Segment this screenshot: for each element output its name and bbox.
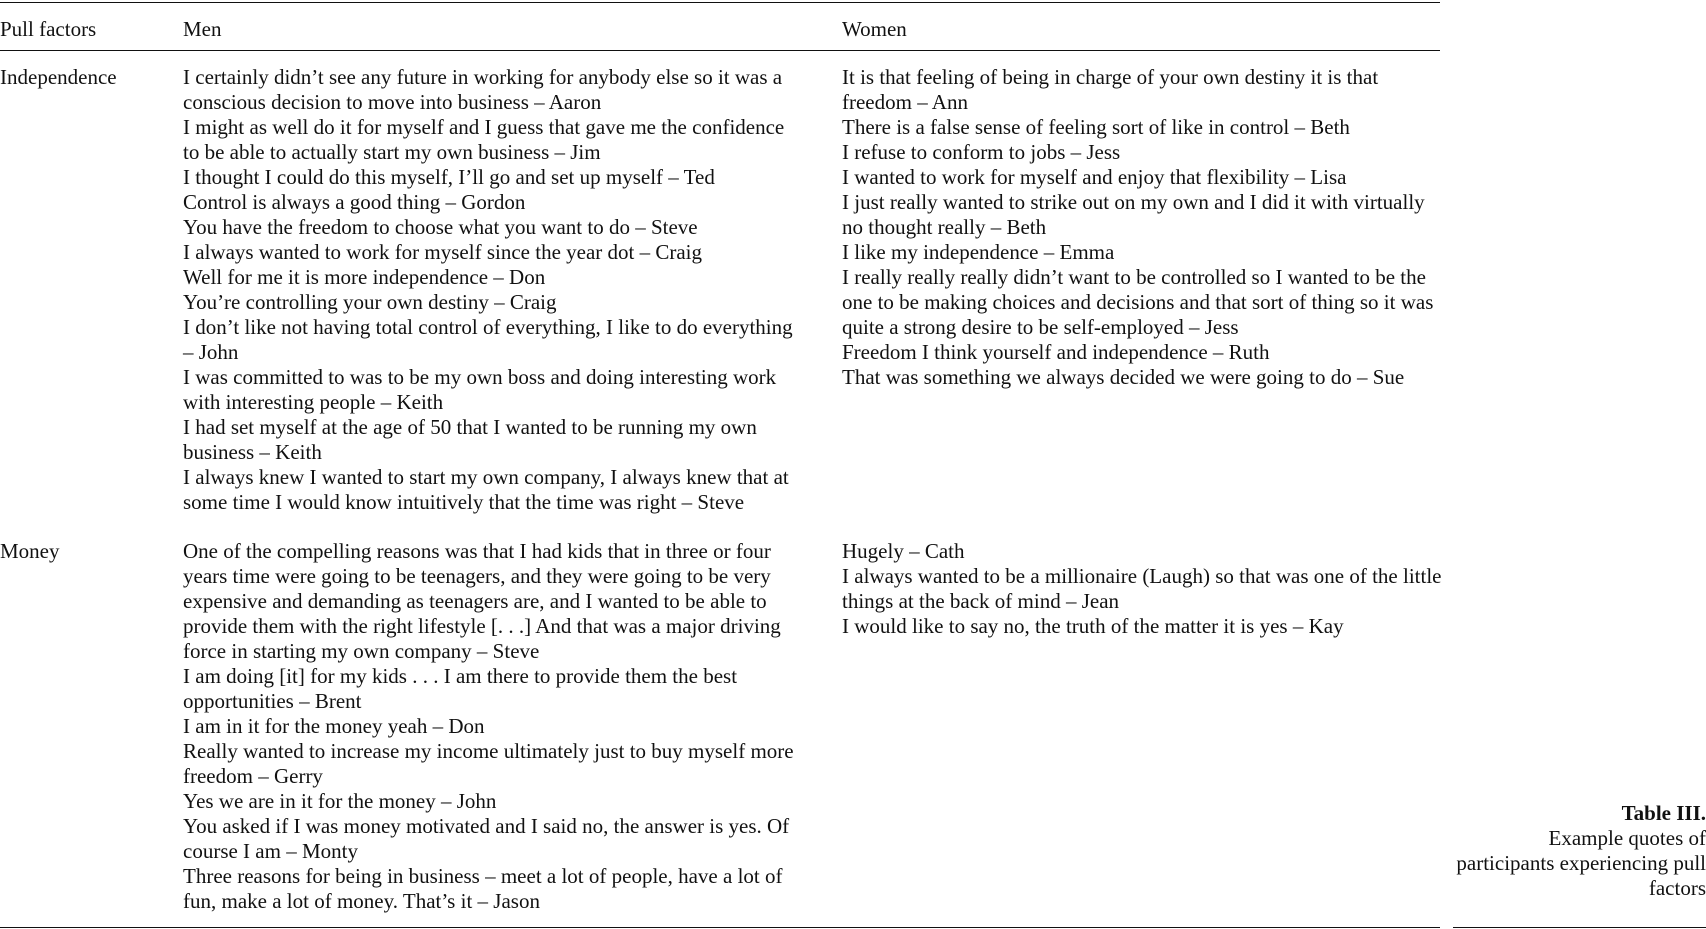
- quote: I certainly didn’t see any future in working for anybody else so it was a conscious decision to move into business – Aaron: [183, 65, 783, 114]
- quote: I like my independence – Emma: [842, 240, 1115, 264]
- quote: I always wanted to be a millionaire (Laugh) so that was one of the little things at the back of mind – Jean: [842, 564, 1442, 613]
- header-pull-factors: Pull factors: [0, 17, 97, 41]
- quote: Control is always a good thing – Gordon: [183, 190, 526, 214]
- quote: You’re controlling your own destiny – Craig: [183, 290, 557, 314]
- quote: I was committed to was to be my own boss and doing interesting work with interesting people – Keith: [183, 365, 777, 414]
- quote: I might as well do it for myself and I guess that gave me the confidence to be able to actually start my own business – Jim: [183, 115, 785, 164]
- quote: Three reasons for being in business – meet a lot of people, have a lot of fun, make a lot of money. That’s it – Jason: [183, 864, 783, 913]
- quote: I thought I could do this myself, I’ll go and set up myself – Ted: [183, 165, 715, 189]
- quote: I always wanted to work for myself since the year dot – Craig: [183, 240, 703, 264]
- quote: You asked if I was money motivated and I said no, the answer is yes. Of course I am – Monty: [183, 814, 790, 863]
- quote: I don’t like not having total control of everything, I like to do everything – John: [183, 315, 793, 364]
- caption-text: Example quotes of participants experiencing pull factors: [1456, 826, 1706, 900]
- money-women-quotes: [842, 539, 1442, 639]
- row-label-independence: Independence: [0, 65, 117, 89]
- quote: Hugely – Cath: [842, 539, 965, 563]
- quote: I would like to say no, the truth of the matter it is yes – Kay: [842, 614, 1344, 638]
- quote: I am in it for the money yeah – Don: [183, 714, 485, 738]
- table-top-rule: [0, 2, 1440, 3]
- table-header-rule: [0, 50, 1440, 51]
- independence-women-quotes: [842, 65, 1442, 390]
- header-women: Women: [842, 17, 907, 41]
- quote: It is that feeling of being in charge of your own destiny it is that freedom – Ann: [842, 65, 1379, 114]
- quote: I am doing [it] for my kids . . . I am there to provide them the best opportunities – Brent: [183, 664, 738, 713]
- quote: I just really wanted to strike out on my own and I did it with virtually no thought really – Beth: [842, 190, 1425, 239]
- money-men-quotes: [183, 539, 803, 914]
- quote: That was something we always decided we were going to do – Sue: [842, 365, 1405, 389]
- table-bottom-rule: [0, 927, 1440, 928]
- row-label-money: Money: [0, 539, 60, 563]
- header-men: Men: [183, 17, 222, 41]
- independence-men-quotes: [183, 65, 803, 515]
- quote: I always knew I wanted to start my own company, I always knew that at some time I would know intuitively that the time was right – Steve: [183, 465, 789, 514]
- caption-title: Table III.: [1621, 801, 1706, 825]
- quote: There is a false sense of feeling sort of like in control – Beth: [842, 115, 1350, 139]
- caption-bottom-rule: [1453, 927, 1706, 928]
- quote: You have the freedom to choose what you want to do – Steve: [183, 215, 698, 239]
- quote: I had set myself at the age of 50 that I wanted to be running my own business – Keith: [183, 415, 757, 464]
- quote: I really really really didn’t want to be controlled so I wanted to be the one to be making choices and decisions and that sort of thing so it was quite a strong desire to be self-employed – Jess: [842, 265, 1434, 339]
- quote: Really wanted to increase my income ultimately just to buy myself more freedom – Gerry: [183, 739, 794, 788]
- table-caption: [1446, 801, 1706, 901]
- quote: Well for me it is more independence – Don: [183, 265, 546, 289]
- quote: Yes we are in it for the money – John: [183, 789, 497, 813]
- quote: I wanted to work for myself and enjoy that flexibility – Lisa: [842, 165, 1347, 189]
- quote: One of the compelling reasons was that I had kids that in three or four years time were going to be teenagers, and they were going to be very expensive and demanding as teenagers are, and I wanted to be able to provide them with the right lifestyle [. . .] And that was a major driving force in starting my own company – Steve: [183, 539, 781, 663]
- quote: Freedom I think yourself and independence – Ruth: [842, 340, 1270, 364]
- quote: I refuse to conform to jobs – Jess: [842, 140, 1121, 164]
